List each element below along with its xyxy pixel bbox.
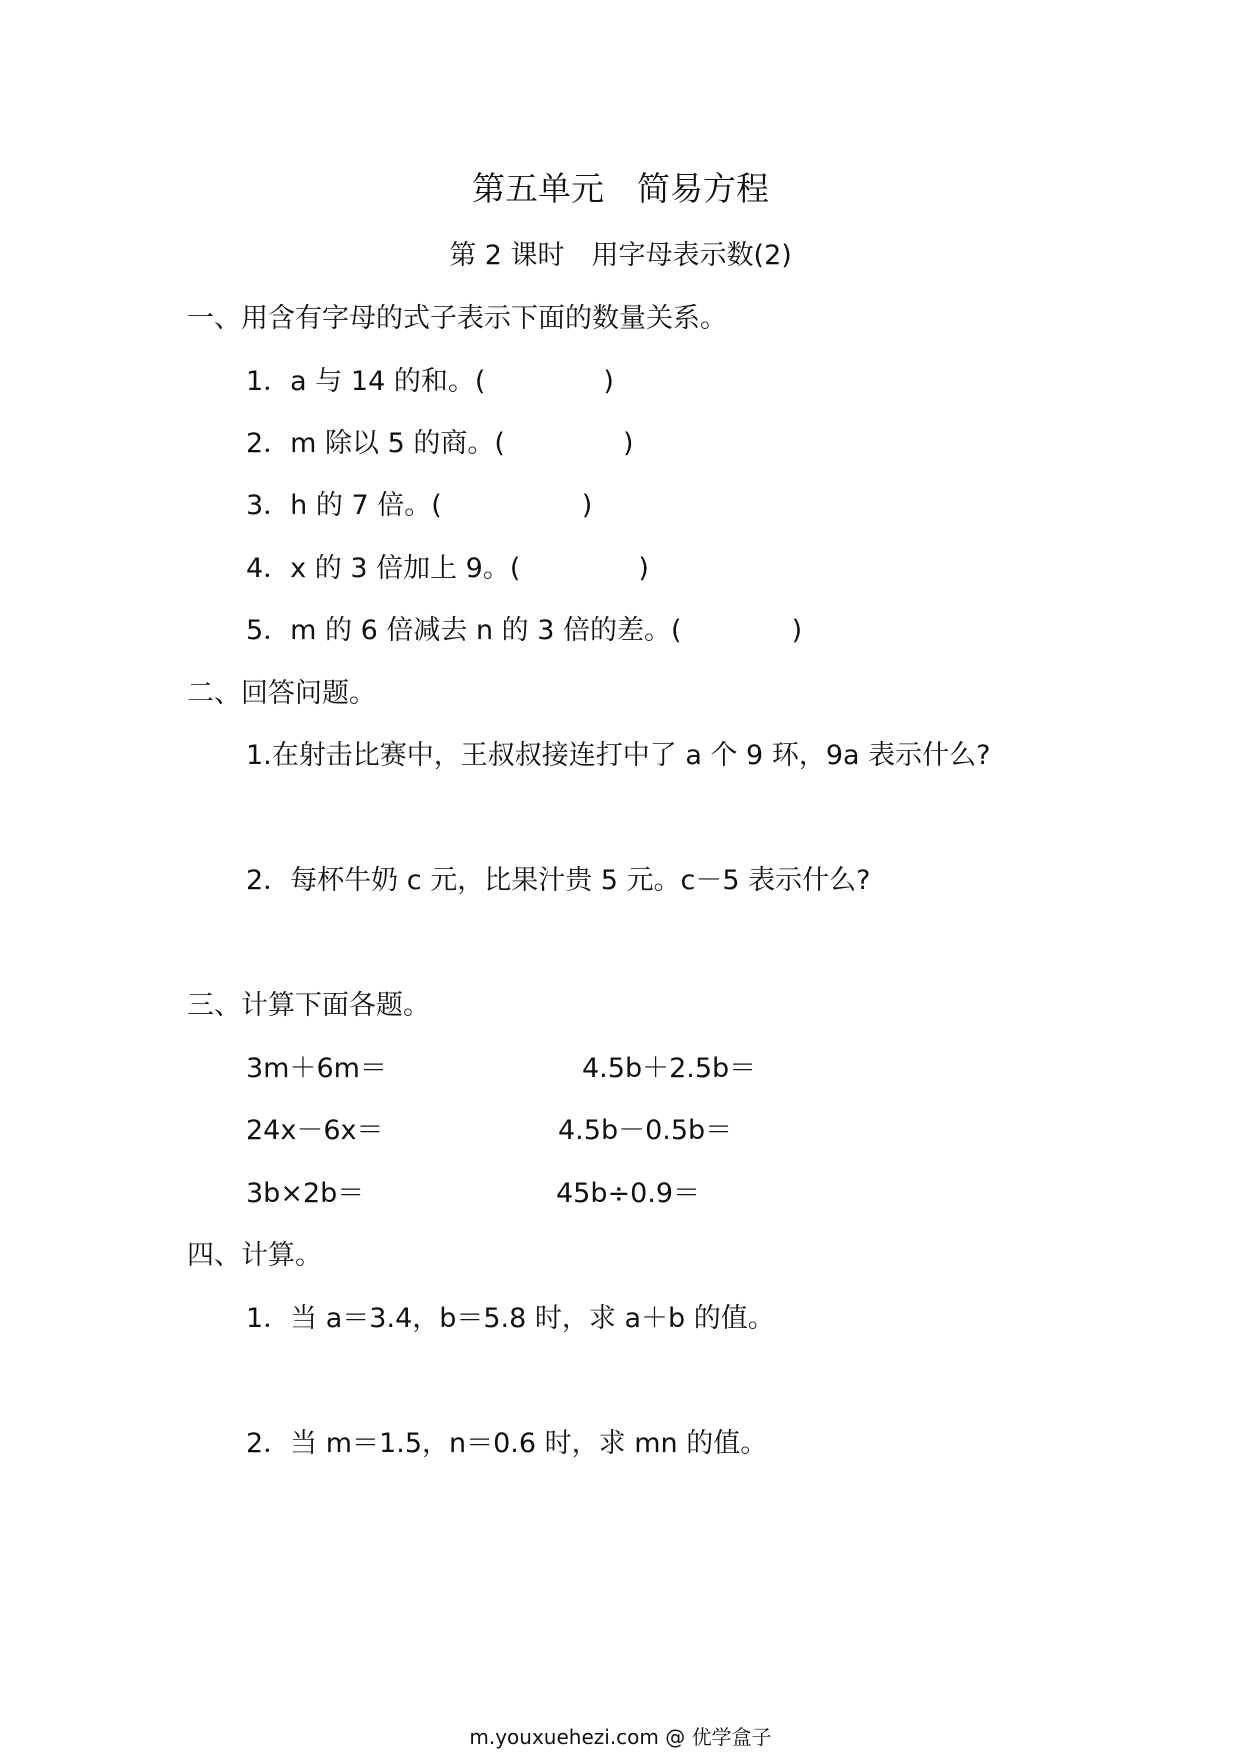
question-2-1: 1.在射击比赛中，王叔叔接连打中了 a 个 9 环，9a 表示什么?: [246, 740, 991, 771]
question-1-3: [246, 489, 592, 523]
section-2-heading: 二、回答问题。: [187, 678, 376, 709]
section-1-heading: 一、用含有字母的式子表示下面的数量关系。: [187, 303, 727, 334]
question-text: 5．m 的 6 倍减去 n 的 3 倍的差。(: [246, 615, 682, 646]
section-3-heading: 三、计算下面各题。: [187, 990, 430, 1021]
question-1-1: [246, 365, 614, 399]
calc-3-2-right: 4.5b－0.5b＝: [558, 1115, 733, 1146]
close-paren: ): [603, 366, 614, 397]
calc-3-1-right: 4.5b＋2.5b＝: [582, 1053, 757, 1084]
question-1-4: [246, 552, 649, 586]
close-paren: ): [622, 428, 634, 459]
question-2-2: 2．每杯牛奶 c 元，比果汁贵 5 元。c－5 表示什么?: [246, 865, 871, 896]
calc-3-3-left: 3b×2b＝: [246, 1178, 365, 1209]
calc-3-3-right: 45b÷0.9＝: [556, 1178, 701, 1209]
question-4-2: 2．当 m＝1.5，n＝0.6 时，求 mn 的值。: [246, 1428, 768, 1459]
question-1-2: [246, 427, 634, 461]
close-paren: ): [581, 490, 593, 521]
calc-3-1-left: 3m＋6m＝: [246, 1053, 387, 1084]
calc-3-2-left: 24x－6x＝: [246, 1115, 384, 1146]
question-4-1: 1．当 a＝3.4，b＝5.8 时，求 a＋b 的值。: [246, 1303, 775, 1334]
footer-watermark: m.youxuehezi.com @ 优学盒子: [469, 1725, 772, 1749]
page-title: 第五单元 简易方程: [472, 169, 769, 208]
page-subtitle: 第 2 课时 用字母表示数(2): [449, 240, 792, 271]
question-text: 1．a 与 14 的和。(: [246, 366, 486, 397]
question-text: 3．h 的 7 倍。(: [246, 490, 442, 521]
close-paren: ): [791, 615, 803, 646]
close-paren: ): [638, 553, 649, 584]
question-text: 4．x 的 3 倍加上 9。(: [246, 553, 521, 584]
section-4-heading: 四、计算。: [187, 1240, 322, 1271]
question-text: 2．m 除以 5 的商。(: [246, 428, 505, 459]
question-1-5: [246, 614, 802, 648]
